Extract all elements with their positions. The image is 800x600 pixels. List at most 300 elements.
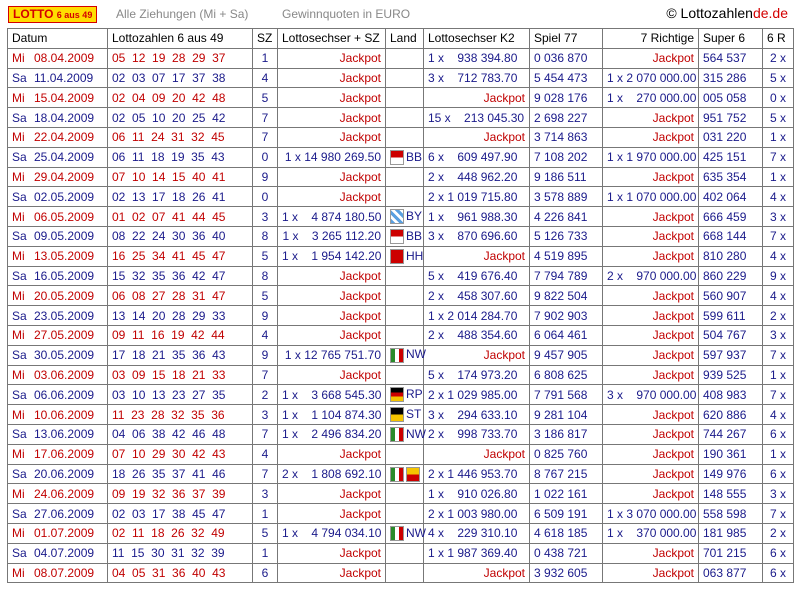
table-row [8,464,794,484]
cell-lottosechser-k2: 5 x 174 973.20 [424,365,530,385]
cell-numbers: 06 11 18 19 35 43 [108,147,253,167]
cell-super6: 810 280 [699,246,763,266]
weekday: Sa [12,150,27,165]
weekday: Mi [12,447,25,462]
weekday: Mi [12,169,25,184]
date: 27.05.2009 [34,328,95,343]
cell-lottosechser-k2: 2 x 458 307.60 [424,286,530,306]
cell-land [386,325,424,345]
cell-sz: 5 [253,88,278,108]
cell-7-richtige: Jackpot [603,345,699,365]
col-spiel77: Spiel 77 [530,29,603,49]
cell-sz: 3 [253,207,278,227]
cell-7-richtige: 1 x 270 000.00 [603,88,699,108]
cell-sz: 7 [253,365,278,385]
cell-spiel77: 5 454 473 [530,68,603,88]
date: 20.05.2009 [34,288,95,303]
table-row [8,543,794,563]
weekday: Sa [12,546,27,561]
cell-day-date [8,187,108,207]
cell-6r: 2 x [763,523,794,543]
cell-lottosechser-sz: 1 x 3 265 112.20 [278,226,386,246]
cell-day-date [8,563,108,583]
cell-spiel77: 3 186 817 [530,424,603,444]
table-row [8,325,794,345]
lotto-logo: LOTTO 6 aus 49 [8,6,97,23]
site-name[interactable]: © Lottozahlende.de [666,5,788,21]
quotes-link[interactable]: Gewinnquoten in EURO [282,7,411,21]
date: 09.05.2009 [34,229,95,244]
cell-lottosechser-k2: 2 x 998 733.70 [424,424,530,444]
cell-land [386,207,424,227]
col-lottozahlen: Lottozahlen 6 aus 49 [108,29,253,49]
cell-day-date [8,543,108,563]
cell-lottosechser-sz: Jackpot [278,504,386,524]
cell-lottosechser-k2: 15 x 213 045.30 [424,108,530,128]
weekday: Mi [12,130,25,145]
cell-super6: 504 767 [699,325,763,345]
date: 27.06.2009 [34,506,95,521]
table-row [8,405,794,425]
cell-day-date [8,405,108,425]
cell-7-richtige: Jackpot [603,543,699,563]
cell-sz: 9 [253,345,278,365]
cell-sz: 4 [253,325,278,345]
weekday: Sa [12,427,27,442]
cell-spiel77: 0 825 760 [530,444,603,464]
cell-lottosechser-sz: Jackpot [278,266,386,286]
cell-day-date [8,424,108,444]
cell-lottosechser-k2: 4 x 229 310.10 [424,523,530,543]
cell-spiel77: 7 791 568 [530,385,603,405]
cell-day-date [8,266,108,286]
table-row [8,48,794,68]
state-flag-icon [390,467,404,482]
cell-7-richtige: Jackpot [603,286,699,306]
cell-sz: 7 [253,424,278,444]
state-flag-icon [390,249,404,264]
weekday: Sa [12,466,27,481]
cell-super6: 560 907 [699,286,763,306]
cell-lottosechser-k2: 1 x 961 988.30 [424,207,530,227]
cell-6r: 3 x [763,484,794,504]
cell-7-richtige: 1 x 2 070 000.00 [603,68,699,88]
cell-spiel77: 9 186 511 [530,167,603,187]
cell-sz: 7 [253,108,278,128]
cell-super6: 668 144 [699,226,763,246]
cell-lottosechser-sz: Jackpot [278,365,386,385]
cell-lottosechser-sz: 1 x 4 874 180.50 [278,207,386,227]
weekday: Mi [12,486,25,501]
date: 30.05.2009 [34,348,95,363]
date: 22.04.2009 [34,130,95,145]
cell-6r: 1 x [763,444,794,464]
cell-land [386,147,424,167]
cell-lottosechser-sz: Jackpot [278,484,386,504]
cell-day-date [8,484,108,504]
cell-6r: 3 x [763,325,794,345]
cell-lottosechser-sz: Jackpot [278,286,386,306]
cell-6r: 5 x [763,68,794,88]
cell-6r: 4 x [763,405,794,425]
col-lottosechser-k2: Lottosechser K2 [424,29,530,49]
cell-7-richtige: 1 x 1 070 000.00 [603,187,699,207]
cell-super6: 666 459 [699,207,763,227]
cell-sz: 0 [253,187,278,207]
cell-lottosechser-sz: 1 x 2 496 834.20 [278,424,386,444]
cell-spiel77: 9 822 504 [530,286,603,306]
cell-land [386,484,424,504]
date: 06.05.2009 [34,209,95,224]
state-flag-icon [390,407,404,422]
cell-6r: 3 x [763,207,794,227]
cell-7-richtige: 1 x 3 070 000.00 [603,504,699,524]
cell-land [386,523,424,543]
state-flag-icon [390,150,404,165]
cell-lottosechser-k2: Jackpot [424,563,530,583]
cell-lottosechser-sz: Jackpot [278,306,386,326]
cell-super6: 597 937 [699,345,763,365]
cell-super6: 599 611 [699,306,763,326]
weekday: Mi [12,209,25,224]
cell-sz: 4 [253,68,278,88]
date: 29.04.2009 [34,169,95,184]
cell-lottosechser-k2: Jackpot [424,246,530,266]
cell-6r: 2 x [763,306,794,326]
cell-land [386,246,424,266]
cell-7-richtige: Jackpot [603,48,699,68]
cell-7-richtige: Jackpot [603,226,699,246]
table-row [8,127,794,147]
cell-7-richtige: Jackpot [603,167,699,187]
cell-lottosechser-sz: Jackpot [278,108,386,128]
cell-land [386,504,424,524]
cell-sz: 9 [253,306,278,326]
table-row [8,286,794,306]
weekday: Sa [12,110,27,125]
cell-sz: 7 [253,127,278,147]
cell-land [386,405,424,425]
cell-super6: 701 215 [699,543,763,563]
state-code: HH [406,248,424,263]
date: 02.05.2009 [34,189,95,204]
cell-lottosechser-sz: Jackpot [278,325,386,345]
cell-sz: 1 [253,48,278,68]
cell-lottosechser-sz: Jackpot [278,563,386,583]
cell-land [386,345,424,365]
cell-6r: 4 x [763,286,794,306]
cell-spiel77: 9 028 176 [530,88,603,108]
cell-numbers: 18 26 35 37 41 46 [108,464,253,484]
cell-numbers: 07 10 29 30 42 43 [108,444,253,464]
cell-spiel77: 7 902 903 [530,306,603,326]
cell-numbers: 16 25 34 41 45 47 [108,246,253,266]
cell-lottosechser-k2: Jackpot [424,127,530,147]
cell-lottosechser-sz: Jackpot [278,187,386,207]
date: 20.06.2009 [34,466,95,481]
table-row [8,88,794,108]
cell-numbers: 02 11 18 26 32 49 [108,523,253,543]
cell-numbers: 08 22 24 30 36 40 [108,226,253,246]
cell-lottosechser-k2: 2 x 1 019 715.80 [424,187,530,207]
table-row [8,563,794,583]
state-flag-icon [390,526,404,541]
table-row [8,207,794,227]
weekday: Sa [12,70,27,85]
table-row [8,424,794,444]
cell-6r: 1 x [763,365,794,385]
date: 18.04.2009 [34,110,95,125]
cell-day-date [8,444,108,464]
cell-day-date [8,325,108,345]
cell-super6: 181 985 [699,523,763,543]
weekday: Mi [12,51,25,66]
date: 15.04.2009 [34,90,95,105]
cell-7-richtige: 1 x 370 000.00 [603,523,699,543]
cell-6r: 7 x [763,226,794,246]
cell-spiel77: 0 036 870 [530,48,603,68]
cell-sz: 1 [253,504,278,524]
cell-land [386,543,424,563]
cell-spiel77: 8 767 215 [530,464,603,484]
cell-lottosechser-k2: 3 x 870 696.60 [424,226,530,246]
cell-sz: 4 [253,444,278,464]
date: 13.06.2009 [34,427,95,442]
cell-lottosechser-k2: 2 x 1 003 980.00 [424,504,530,524]
cell-numbers: 02 05 10 20 25 42 [108,108,253,128]
cell-numbers: 11 15 30 31 32 39 [108,543,253,563]
date: 08.07.2009 [34,565,95,580]
cell-super6: 408 983 [699,385,763,405]
cell-day-date [8,226,108,246]
cell-lottosechser-sz: Jackpot [278,88,386,108]
table-row [8,187,794,207]
state-flag-icon [390,387,404,402]
cell-day-date [8,147,108,167]
cell-lottosechser-sz: 2 x 1 808 692.10 [278,464,386,484]
state-code: RP [406,387,423,402]
cell-7-richtige: 3 x 970 000.00 [603,385,699,405]
weekday: Mi [12,288,25,303]
cell-spiel77: 0 438 721 [530,543,603,563]
cell-super6: 190 361 [699,444,763,464]
weekday: Sa [12,268,27,283]
table-row [8,523,794,543]
cell-land [386,286,424,306]
cell-7-richtige: Jackpot [603,444,699,464]
date: 25.04.2009 [34,150,95,165]
cell-land [386,108,424,128]
cell-lottosechser-sz: 1 x 1 954 142.20 [278,246,386,266]
state-code: BY [406,208,423,223]
cell-7-richtige: Jackpot [603,325,699,345]
cell-6r: 6 x [763,424,794,444]
table-row [8,345,794,365]
date: 13.05.2009 [34,249,95,264]
cell-lottosechser-k2: 2 x 1 446 953.70 [424,464,530,484]
cell-7-richtige: Jackpot [603,365,699,385]
cell-super6: 564 537 [699,48,763,68]
weekday: Mi [12,526,25,541]
date: 06.06.2009 [34,387,95,402]
cell-sz: 9 [253,167,278,187]
cell-day-date [8,504,108,524]
cell-lottosechser-sz: Jackpot [278,48,386,68]
cell-lottosechser-k2: 1 x 938 394.80 [424,48,530,68]
cell-numbers: 02 03 07 17 37 38 [108,68,253,88]
cell-lottosechser-k2: Jackpot [424,345,530,365]
col-lottosechser-sz: Lottosechser + SZ [278,29,386,49]
cell-day-date [8,68,108,88]
cell-lottosechser-k2: Jackpot [424,88,530,108]
cell-lottosechser-k2: 2 x 488 354.60 [424,325,530,345]
cell-numbers: 05 12 19 28 29 37 [108,48,253,68]
cell-6r: 7 x [763,345,794,365]
state-flag-icon [390,348,404,363]
table-row [8,484,794,504]
state-flag-icon [390,229,404,244]
cell-super6: 951 752 [699,108,763,128]
cell-day-date [8,523,108,543]
cell-lottosechser-k2: 5 x 419 676.40 [424,266,530,286]
cell-super6: 860 229 [699,266,763,286]
cell-numbers: 17 18 21 35 36 43 [108,345,253,365]
cell-lottosechser-k2: 3 x 294 633.10 [424,405,530,425]
date: 17.06.2009 [34,447,95,462]
cell-lottosechser-sz: 1 x 1 104 874.30 [278,405,386,425]
table-row [8,444,794,464]
cell-numbers: 07 10 14 15 40 41 [108,167,253,187]
cell-day-date [8,385,108,405]
cell-land [386,306,424,326]
cell-numbers: 02 13 17 18 26 41 [108,187,253,207]
weekday: Sa [12,189,27,204]
cell-land [386,365,424,385]
cell-spiel77: 9 281 104 [530,405,603,425]
cell-numbers: 03 09 15 18 21 33 [108,365,253,385]
weekday: Sa [12,348,27,363]
cell-7-richtige: 2 x 970 000.00 [603,266,699,286]
state-code: NW [406,426,426,441]
cell-lottosechser-sz: 1 x 12 765 751.70 [278,345,386,365]
cell-spiel77: 4 519 895 [530,246,603,266]
state-flag-icon [390,209,404,224]
cell-6r: 1 x [763,167,794,187]
cell-numbers: 01 02 07 41 44 45 [108,207,253,227]
cell-spiel77: 9 457 905 [530,345,603,365]
cell-land [386,187,424,207]
cell-numbers: 09 11 16 19 42 44 [108,325,253,345]
cell-sz: 8 [253,266,278,286]
cell-spiel77: 7 108 202 [530,147,603,167]
cell-numbers: 11 23 28 32 35 36 [108,405,253,425]
cell-super6: 402 064 [699,187,763,207]
cell-super6: 148 555 [699,484,763,504]
cell-super6: 149 976 [699,464,763,484]
date: 11.04.2009 [34,70,94,85]
all-draws-link[interactable]: Alle Ziehungen (Mi + Sa) [116,7,249,21]
cell-numbers: 02 03 17 38 45 47 [108,504,253,524]
cell-spiel77: 2 698 227 [530,108,603,128]
cell-day-date [8,48,108,68]
cell-7-richtige: Jackpot [603,484,699,504]
date: 08.04.2009 [34,51,95,66]
table-row [8,504,794,524]
cell-lottosechser-sz: Jackpot [278,444,386,464]
state-code: BB [406,149,423,164]
cell-7-richtige: Jackpot [603,563,699,583]
table-row [8,385,794,405]
table-row [8,167,794,187]
state-flag-icon [406,467,420,482]
cell-day-date [8,108,108,128]
cell-sz: 7 [253,464,278,484]
state-code: NW [406,347,426,362]
cell-lottosechser-k2: 1 x 910 026.80 [424,484,530,504]
cell-land [386,167,424,187]
cell-super6: 939 525 [699,365,763,385]
cell-lottosechser-k2: Jackpot [424,444,530,464]
cell-6r: 6 x [763,543,794,563]
cell-land [386,68,424,88]
cell-lottosechser-sz: Jackpot [278,127,386,147]
cell-land [386,444,424,464]
table-row [8,266,794,286]
cell-sz: 3 [253,405,278,425]
cell-day-date [8,306,108,326]
date: 16.05.2009 [34,268,95,283]
cell-sz: 3 [253,484,278,504]
state-code: BB [406,228,423,243]
cell-day-date [8,88,108,108]
cell-sz: 0 [253,147,278,167]
table-row [8,226,794,246]
table-row [8,306,794,326]
cell-spiel77: 4 618 185 [530,523,603,543]
header-row [8,29,794,49]
cell-spiel77: 4 226 841 [530,207,603,227]
cell-lottosechser-sz: Jackpot [278,543,386,563]
cell-land [386,88,424,108]
cell-day-date [8,365,108,385]
cell-land [386,127,424,147]
cell-6r: 7 x [763,504,794,524]
cell-spiel77: 5 126 733 [530,226,603,246]
weekday: Mi [12,328,25,343]
cell-6r: 6 x [763,464,794,484]
cell-7-richtige: Jackpot [603,464,699,484]
cell-lottosechser-k2: 3 x 712 783.70 [424,68,530,88]
cell-lottosechser-sz: 1 x 4 794 034.10 [278,523,386,543]
cell-lottosechser-sz: Jackpot [278,167,386,187]
cell-day-date [8,464,108,484]
date: 10.06.2009 [34,407,95,422]
cell-lottosechser-sz: Jackpot [278,68,386,88]
cell-6r: 2 x [763,48,794,68]
cell-super6: 063 877 [699,563,763,583]
table-row [8,246,794,266]
cell-7-richtige: Jackpot [603,306,699,326]
cell-sz: 5 [253,286,278,306]
cell-spiel77: 7 794 789 [530,266,603,286]
cell-land [386,226,424,246]
weekday: Mi [12,367,25,382]
state-flag-icon [390,427,404,442]
col-sz: SZ [253,29,278,49]
cell-6r: 4 x [763,187,794,207]
cell-lottosechser-sz: 1 x 14 980 269.50 [278,147,386,167]
cell-spiel77: 3 932 605 [530,563,603,583]
